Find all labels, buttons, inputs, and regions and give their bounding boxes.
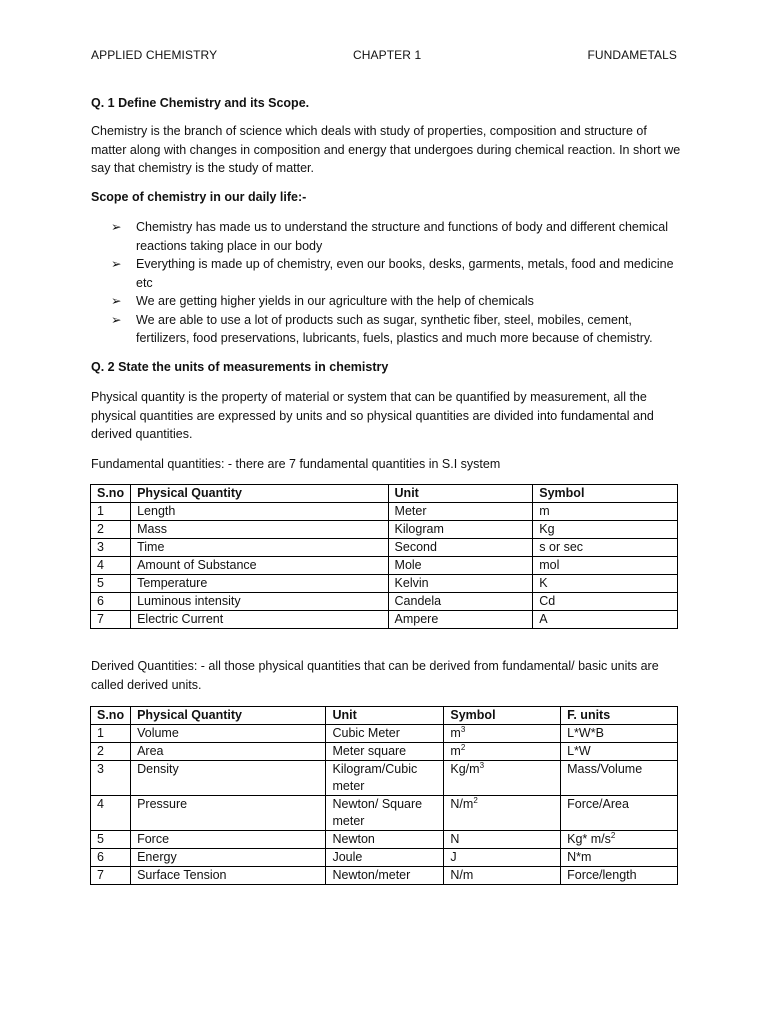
table-cell: K xyxy=(533,575,678,593)
table-cell: Newton/ Square meter xyxy=(326,796,444,831)
table-cell: Pressure xyxy=(131,796,326,831)
table-cell: Meter square xyxy=(326,743,444,761)
table-row xyxy=(91,557,678,575)
table-row xyxy=(91,743,678,761)
table-cell: Kilogram/Cubic meter xyxy=(326,761,444,796)
question-1-paragraph: Chemistry is the branch of science which deals with study of properties, composition and structure of matter along with changes in composition and energy that undergoes during chemical reaction. In short we say that chemistry is the study of matter. xyxy=(91,124,681,175)
table-cell: Cubic Meter xyxy=(326,725,444,743)
arrow-bullet-icon: ➢ xyxy=(111,312,122,327)
table-cell: Force/Area xyxy=(561,796,678,831)
table-cell: Mole xyxy=(388,557,533,575)
table-cell: Time xyxy=(131,539,388,557)
table-cell: Force/length xyxy=(561,867,678,885)
table-header-cell: F. units xyxy=(561,707,678,725)
table-cell: J xyxy=(444,849,561,867)
table-header-row xyxy=(91,707,678,725)
table-cell: 5 xyxy=(91,575,131,593)
table-cell: s or sec xyxy=(533,539,678,557)
table-row xyxy=(91,796,678,831)
table-header-cell: Physical Quantity xyxy=(131,707,326,725)
table-cell: L*W*B xyxy=(561,725,678,743)
table-row xyxy=(91,611,678,629)
table-row xyxy=(91,761,678,796)
table-header-cell: S.no xyxy=(91,707,131,725)
scope-bullet-list xyxy=(91,218,681,348)
table-cell: 4 xyxy=(91,796,131,831)
table-cell: Ampere xyxy=(388,611,533,629)
list-item-text: We are getting higher yields in our agriculture with the help of chemicals xyxy=(136,294,534,308)
table-cell: Energy xyxy=(131,849,326,867)
table-cell: Kilogram xyxy=(388,521,533,539)
arrow-bullet-icon: ➢ xyxy=(111,257,122,271)
table-row xyxy=(91,849,678,867)
table-cell: Density xyxy=(131,761,326,796)
table-cell: Amount of Substance xyxy=(131,557,388,575)
table-row xyxy=(91,575,678,593)
table-header-cell: Unit xyxy=(326,707,444,725)
table-row xyxy=(91,831,678,849)
table-cell: Joule xyxy=(326,849,444,867)
table-cell: Temperature xyxy=(131,575,388,593)
table-cell: N xyxy=(444,831,561,849)
table-cell: 1 xyxy=(91,725,131,743)
table-cell: $m^3$ xyxy=(444,725,561,743)
table-row xyxy=(91,539,678,557)
table-row xyxy=(91,867,678,885)
table-cell: Candela xyxy=(388,593,533,611)
table-cell: Newton/meter xyxy=(326,867,444,885)
header-topic: FUNDAMETALS xyxy=(587,48,677,62)
table-cell: Cd xyxy=(533,593,678,611)
table-cell: Kg xyxy=(533,521,678,539)
table-cell: L*W xyxy=(561,743,678,761)
table-row xyxy=(91,593,678,611)
table-cell: 5 xyxy=(91,831,131,849)
table-cell: $m^2$ xyxy=(444,743,561,761)
table-cell: Electric Current xyxy=(131,611,388,629)
table-cell: Second xyxy=(388,539,533,557)
question-2-paragraph: Physical quantity is the property of material or system that can be quantified by measurement, all the physical quantities are expressed by units and so physical quantities are divided into fundamental and derived quantities. xyxy=(91,390,654,441)
scope-heading: Scope of chemistry in our daily life:- xyxy=(91,190,307,204)
table-cell: Mass/Volume xyxy=(561,761,678,796)
table-cell: Kelvin xyxy=(388,575,533,593)
header-subject: APPLIED CHEMISTRY xyxy=(91,48,218,62)
derived-quantities-table xyxy=(90,706,678,885)
fundamental-intro: Fundamental quantities: - there are 7 fundamental quantities in S.I system xyxy=(91,457,501,471)
table-cell: 7 xyxy=(91,611,131,629)
table-cell: Kg* $m/s^2$ xyxy=(561,831,678,849)
question-2-title: Q. 2 State the units of measurements in chemistry xyxy=(91,360,389,374)
table-cell: Luminous intensity xyxy=(131,593,388,611)
table-cell: Area xyxy=(131,743,326,761)
fundamental-quantities-table xyxy=(90,484,678,629)
table-cell: m xyxy=(533,503,678,521)
table-header-cell: Unit xyxy=(388,485,533,503)
header-chapter: CHAPTER 1 xyxy=(353,48,422,62)
table-cell: Volume xyxy=(131,725,326,743)
table-cell: $N/m^2$ xyxy=(444,796,561,831)
table-header-row xyxy=(91,485,678,503)
list-item xyxy=(91,292,681,311)
table-cell: 4 xyxy=(91,557,131,575)
list-item-text: Chemistry has made us to understand the structure and functions of body and different chemical reactions taking place in our body xyxy=(136,220,669,253)
table-cell: A xyxy=(533,611,678,629)
list-item-text: We are able to use a lot of products such as sugar, synthetic fiber, steel, mobiles, cement, fertilizers, food preservations, lubricants, fuels, plastics and much more because of chemistry. xyxy=(136,312,653,345)
table-cell: N*m xyxy=(561,849,678,867)
table-header-cell: Symbol xyxy=(444,707,561,725)
table-cell: Force xyxy=(131,831,326,849)
table-row xyxy=(91,503,678,521)
table-header-cell: Symbol xyxy=(533,485,678,503)
table-header-cell: Physical Quantity xyxy=(131,485,388,503)
table-cell: 6 xyxy=(91,849,131,867)
table-row xyxy=(91,725,678,743)
table-cell: 1 xyxy=(91,503,131,521)
table-cell: Length xyxy=(131,503,388,521)
table-cell: 3 xyxy=(91,761,131,796)
table-cell: Mass xyxy=(131,521,388,539)
table-cell: mol xyxy=(533,557,678,575)
list-item xyxy=(91,255,681,292)
table-cell: Surface Tension xyxy=(131,867,326,885)
derived-intro: Derived Quantities: - all those physical quantities that can be derived from fundamental/ basic units are called derived units. xyxy=(91,659,659,692)
table-row xyxy=(91,521,678,539)
table-cell: 2 xyxy=(91,521,131,539)
table-cell: 6 xyxy=(91,593,131,611)
arrow-bullet-icon: ➢ xyxy=(111,294,122,308)
list-item-text: Everything is made up of chemistry, even our books, desks, garments, metals, food and medicine etc xyxy=(136,257,674,290)
question-1-title: Q. 1 Define Chemistry and its Scope. xyxy=(91,96,310,110)
table-header-cell: S.no xyxy=(91,485,131,503)
arrow-bullet-icon: ➢ xyxy=(111,220,122,234)
table-cell: $Kg/m^3$ xyxy=(444,761,561,796)
table-cell: 3 xyxy=(91,539,131,557)
list-item xyxy=(91,218,681,255)
list-item xyxy=(91,311,681,348)
table-cell: Meter xyxy=(388,503,533,521)
table-cell: N/m xyxy=(444,867,561,885)
table-cell: Newton xyxy=(326,831,444,849)
table-cell: 7 xyxy=(91,867,131,885)
table-cell: 2 xyxy=(91,743,131,761)
